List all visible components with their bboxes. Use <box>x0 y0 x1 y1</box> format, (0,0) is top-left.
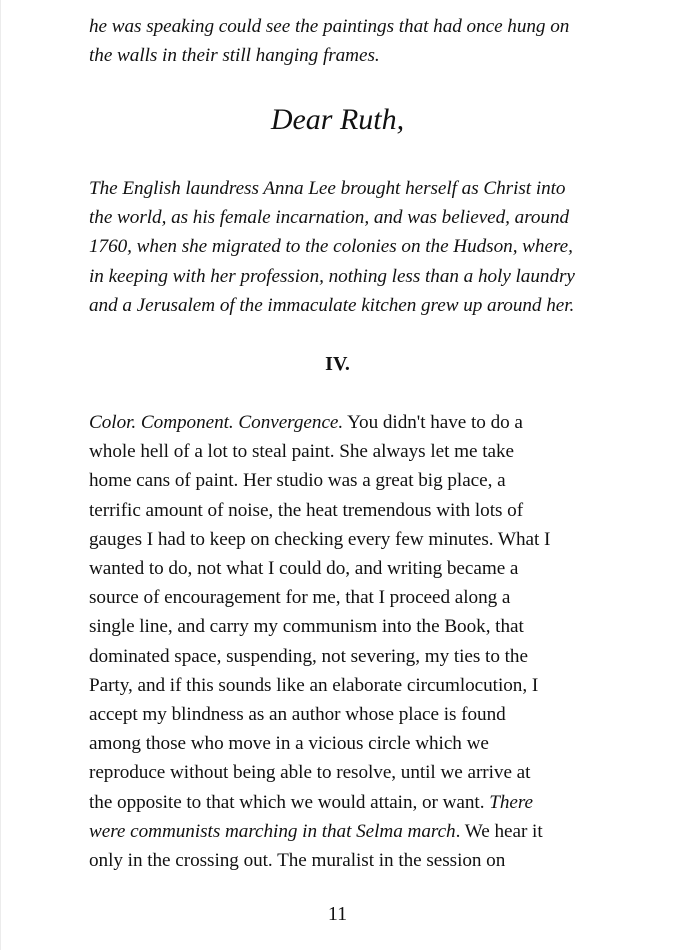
text-line <box>89 408 586 437</box>
text-line: and a Jerusalem of the immaculate kitchen grew up around her. <box>89 294 575 316</box>
page-number: 11 <box>327 903 348 925</box>
text-line: accept my blindness as an author whose place is found <box>89 704 506 726</box>
text-line: The English laundress Anna Lee brought herself as Christ into <box>89 178 566 199</box>
roman-phrase: You didn't have to do a <box>343 412 523 433</box>
text-line: whole hell of a lot to steal paint. She always let me take <box>89 441 514 463</box>
italic-phrase: were communists marching in that Selma march <box>89 820 456 842</box>
text-line: he was speaking could see the paintings that had once hung on <box>89 16 570 37</box>
text-line <box>89 817 586 846</box>
text-line: single line, and carry my communism into the Book, that <box>89 616 524 638</box>
text-line: home cans of paint. Her studio was a great big place, a <box>89 470 506 492</box>
text-line: gauges I had to keep on checking every few minutes. What I <box>89 528 551 550</box>
text-line: the walls in their still hanging frames. <box>89 45 380 67</box>
page-edge <box>0 0 1 950</box>
text-line <box>89 788 586 817</box>
letter-salutation: Dear Ruth, <box>270 103 405 136</box>
text-line: reproduce without being able to resolve, until we arrive at <box>89 762 531 784</box>
text-line: source of encouragement for me, that I proceed along a <box>89 587 511 609</box>
roman-phrase: the opposite to that which we would attain, or want. <box>89 791 490 813</box>
text-line: among those who move in a vicious circle which we <box>89 733 489 755</box>
text-line: dominated space, suspending, not severing, my ties to the <box>89 645 528 667</box>
body-paragraph <box>89 408 586 875</box>
text-line: Party, and if this sounds like an elaborate circumlocution, I <box>89 674 539 696</box>
text-line: wanted to do, not what I could do, and writing became a <box>89 558 519 580</box>
letter-paragraph <box>89 174 586 320</box>
section-heading: IV. <box>325 353 350 375</box>
text-line: 1760, when she migrated to the colonies on the Hudson, where, <box>89 236 573 258</box>
italic-phrase: Color. Component. Convergence. <box>89 412 344 433</box>
text-line: only in the crossing out. The muralist in the session on <box>89 850 506 872</box>
continued-paragraph <box>89 12 586 70</box>
text-line: in keeping with her profession, nothing less than a holy laundry <box>89 265 575 287</box>
roman-phrase: . We hear it <box>455 820 543 842</box>
text-line: terrific amount of noise, the heat tremendous with lots of <box>89 499 524 521</box>
text-line: the world, as his female incarnation, and was believed, around <box>89 207 570 229</box>
italic-phrase: There <box>489 791 534 813</box>
